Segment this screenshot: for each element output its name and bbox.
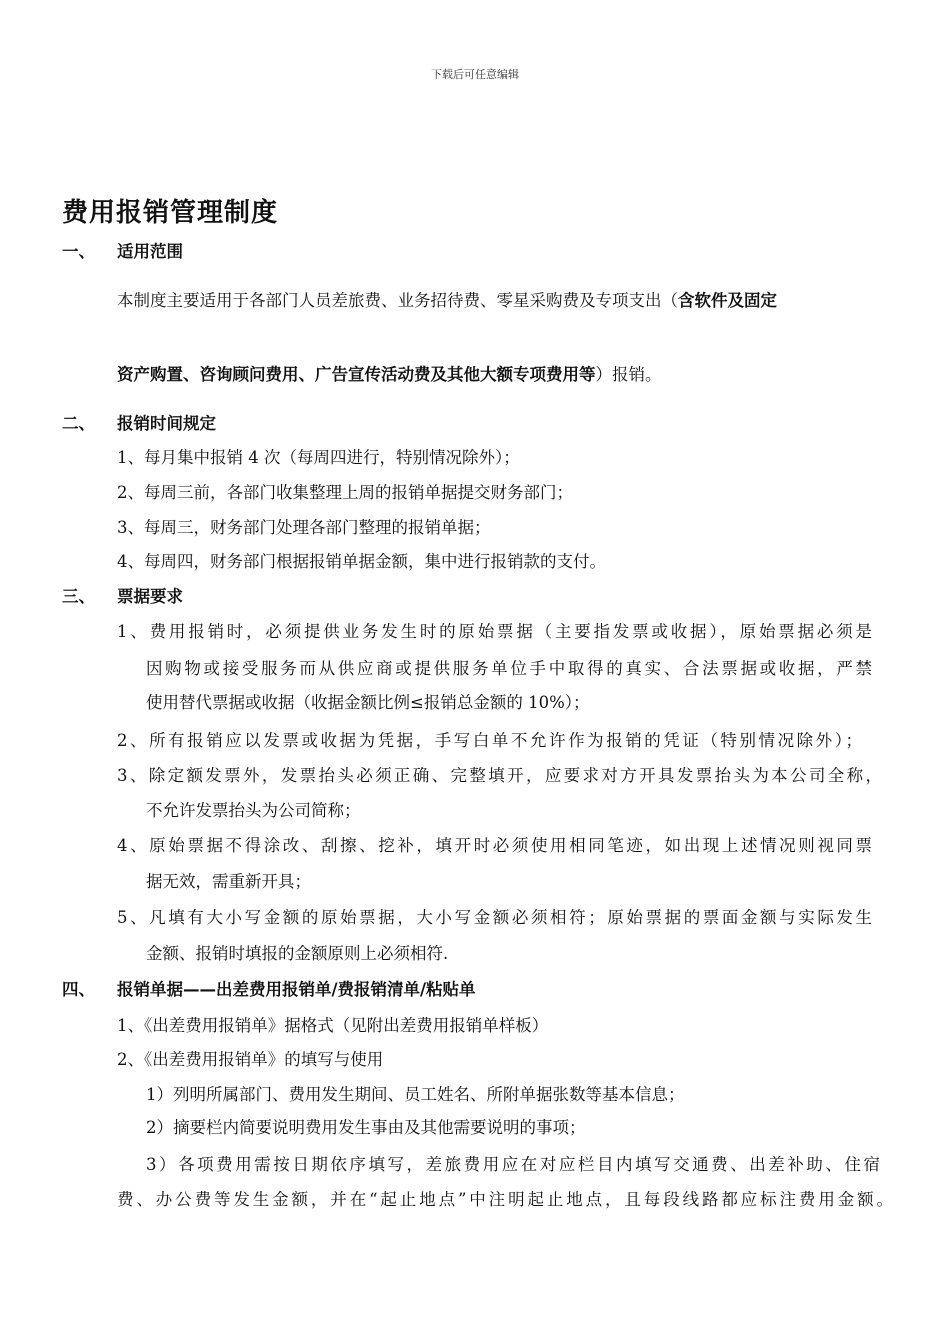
section-3-item-4-line-1 (117, 832, 872, 856)
section-3-item-1-line-1 (117, 618, 872, 642)
section-3-title: 票据要求 (117, 587, 183, 606)
section-3-item-5-line-1-text: 5、凡填有大小写金额的原始票据，大小写金额必须相符；原始票据的票面金额与实际发生 (117, 908, 872, 927)
document-title: 费用报销管理制度 (62, 198, 279, 228)
section-2-title: 报销时间规定 (117, 414, 216, 433)
section-4-subitem-1: 1）列明所属部门、费用发生期间、员工姓名、所附单据张数等基本信息； (146, 1085, 685, 1104)
section-1-title: 适用范围 (117, 242, 183, 261)
section-3-item-3-line-1-text: 3、除定额发票外，发票抬头必须正确、完整填开，应要求对方开具发票抬头为本公司全称， (117, 766, 882, 785)
section-1-intro-plain-2: ）报销。 (595, 365, 662, 384)
section-3-item-2-line-1 (117, 727, 862, 751)
section-4-subitem-2: 2）摘要栏内简要说明费用发生事由及其他需要说明的事项； (146, 1118, 586, 1137)
section-3-number: 三、 (62, 587, 95, 606)
section-4-subitem-3-line-2 (117, 1186, 893, 1210)
section-3-item-5-line-2: 金额、报销时填报的金额原则上必须相符. (146, 944, 449, 963)
section-3-item-5-line-1 (117, 904, 872, 928)
section-4-subitem-3-line-1-text: 3）各项费用需按日期依序填写，差旅费用应在对应栏目内填写交通费、出差补助、住宿 (146, 1155, 880, 1174)
section-4-subitem-3-line-2-text: 费、办公费等发生金额，并在“起止地点”中注明起止地点，且每段线路都应标注费用金额。 (117, 1190, 893, 1209)
section-3-item-1-line-1-text: 1、费用报销时，必须提供业务发生时的原始票据（主要指发票或收据），原始票据必须是 (117, 622, 872, 641)
section-2-item-2: 2、每周三前，各部门收集整理上周的报销单据提交财务部门； (117, 483, 573, 502)
header-note: 下载后可任意编辑 (431, 68, 519, 81)
section-3-item-3-line-1 (117, 762, 882, 786)
section-4-title: 报销单据——出差费用报销单/费报销清单/粘贴单 (117, 980, 476, 999)
section-3-item-4-line-2: 据无效，需重新开具； (146, 872, 311, 891)
section-1-intro-line-2 (117, 361, 662, 385)
section-2-item-3: 3、每周三，财务部门处理各部门整理的报销单据； (117, 518, 491, 537)
section-3-item-2-line-1-text: 2、所有报销应以发票或收据为凭据，手写白单不允许作为报销的凭证（特别情况除外）； (117, 731, 862, 750)
section-2-item-4: 4、每周四，财务部门根据报销单据金额，集中进行报销款的支付。 (117, 552, 606, 571)
section-3-item-1-line-2-text: 因购物或接受服务而从供应商或提供服务单位手中取得的真实、合法票据或收据，严禁 (146, 659, 872, 678)
section-3-item-1-line-2 (146, 655, 872, 679)
section-3-item-1-line-3: 使用替代票据或收据（收据金额比例≤报销总金额的 10%）； (146, 693, 590, 712)
section-4-item-2: 2、《出差费用报销单》的填写与使用 (117, 1050, 384, 1069)
section-1-intro-plain: 本制度主要适用于各部门人员差旅费、业务招待费、零星采购费及专项支出（ (117, 291, 678, 310)
section-4-item-1: 1、《出差费用报销单》据格式（见附出差费用报销单样板） (117, 1016, 549, 1035)
section-1-intro-line-1 (117, 287, 777, 311)
section-2-item-1: 1、每月集中报销 4 次（每周四进行，特别情况除外）； (117, 448, 520, 467)
section-2-number: 二、 (62, 414, 95, 433)
section-1-intro-bold-2: 资产购置、咨询顾问费用、广告宣传活动费及其他大额专项费用等 (117, 365, 596, 384)
section-4-subitem-3-line-1 (146, 1151, 880, 1175)
section-1-number: 一、 (62, 242, 95, 261)
section-4-number: 四、 (62, 980, 95, 999)
section-1-intro-bold: 含软件及固定 (678, 291, 777, 310)
section-3-item-4-line-1-text: 4、原始票据不得涂改、刮擦、挖补，填开时必须使用相同笔迹，如出现上述情况则视同票 (117, 836, 872, 855)
section-3-item-3-line-2: 不允许发票抬头为公司简称； (146, 801, 361, 820)
